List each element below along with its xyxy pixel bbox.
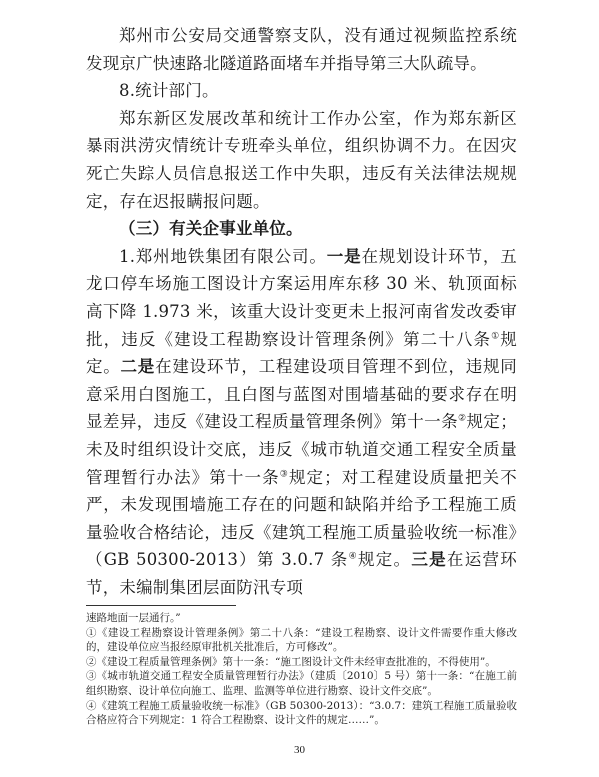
text-run: 规定。	[86, 329, 517, 377]
bold-marker-second: 二是	[120, 357, 156, 377]
footnote-1: ①《建设工程勘察设计管理条例》第二十八条：“建设工程勘察、设计文件需要作重大修改的，建设单位应当报经原审批机关批准后，方可修改”。	[86, 626, 517, 654]
paragraph-metro-group	[86, 243, 517, 602]
footnote-ref-4: ④	[348, 551, 358, 562]
text-run: 在规划设计环节，五龙口停车场施工图设计方案运用库东移 30 米、轨顶面标高下降 1.973 米，该重大设计变更未上报河南省发改委审批，违反《建设工程勘察设计管理条例》第二十八条	[86, 246, 517, 349]
text-run: 规定。	[357, 550, 412, 570]
paragraph-traffic-police: 郑州市公安局交通警察支队，没有通过视频监控系统发现京广快速路北隧道路面堵车并指导第三大队疏导。	[86, 26, 517, 73]
text-run: 规定；对工程建设质量把关不严，未发现围墙施工存在的问题和缺陷并给予工程施工质量验收合格结论，违反《建筑工程施工质量验收统一标准》（GB 50300-2013）第 3.0.7 条	[86, 467, 517, 570]
text-run: 规定；未及时组织设计交底，违反《城市轨道交通工程安全质量管理暂行办法》第十一条	[86, 412, 517, 487]
footnote-continuation: 速路地面一层通行。”	[86, 612, 181, 624]
paragraph-item-8: 8.统计部门。	[119, 81, 219, 101]
footnote-4: ④《建筑工程施工质量验收统一标准》（GB 50300-2013）：“3.0.7：建筑工程施工质量验收合格应符合下列规定：1 符合工程勘察、设计文件的规定……”。	[86, 699, 517, 727]
text-run: 1.郑州地铁集团有限公司。	[119, 246, 327, 266]
footnote-ref-1: ①	[491, 331, 501, 342]
footnote-divider	[86, 605, 236, 606]
section-heading: （三）有关企事业单位。	[119, 219, 303, 239]
footnote-ref-2: ②	[457, 413, 467, 424]
body-text	[86, 22, 517, 601]
page-number: 30	[294, 744, 305, 756]
footnote-3: ③《城市轨道交通工程安全质量管理暂行办法》（建质〔2010〕5 号）第十一条：“在施工前组织勘察、设计单位向施工、监理、监测等单位进行勘察、设计文件交底”。	[86, 670, 517, 697]
bold-marker-first: 一是	[326, 246, 362, 266]
footnotes	[86, 611, 517, 728]
footnote-2: ②《建设工程质量管理条例》第十一条：“施工图设计文件未经审查批准的，不得使用”。	[86, 655, 496, 668]
bold-marker-third: 三是	[411, 550, 447, 570]
footnote-ref-3: ③	[279, 469, 289, 479]
text-run: 在建设环节，工程建设项目管理不到位，违规同意采用白图施工，且白图与蓝图对围墙基础的要求存在明显差异，违反《建设工程质量管理条例》第十一条	[86, 357, 517, 432]
text-run: 在运营环节，未编制集团层面防汛专项	[86, 550, 517, 597]
paragraph-statistics-office: 郑东新区发展改革和统计工作办公室，作为郑东新区暴雨洪涝灾情统计专班牵头单位，组织协调不力。在因灾死亡失踪人员信息报送工作中失职，违反有关法律法规规定，存在迟报瞒报问题。	[86, 108, 517, 211]
